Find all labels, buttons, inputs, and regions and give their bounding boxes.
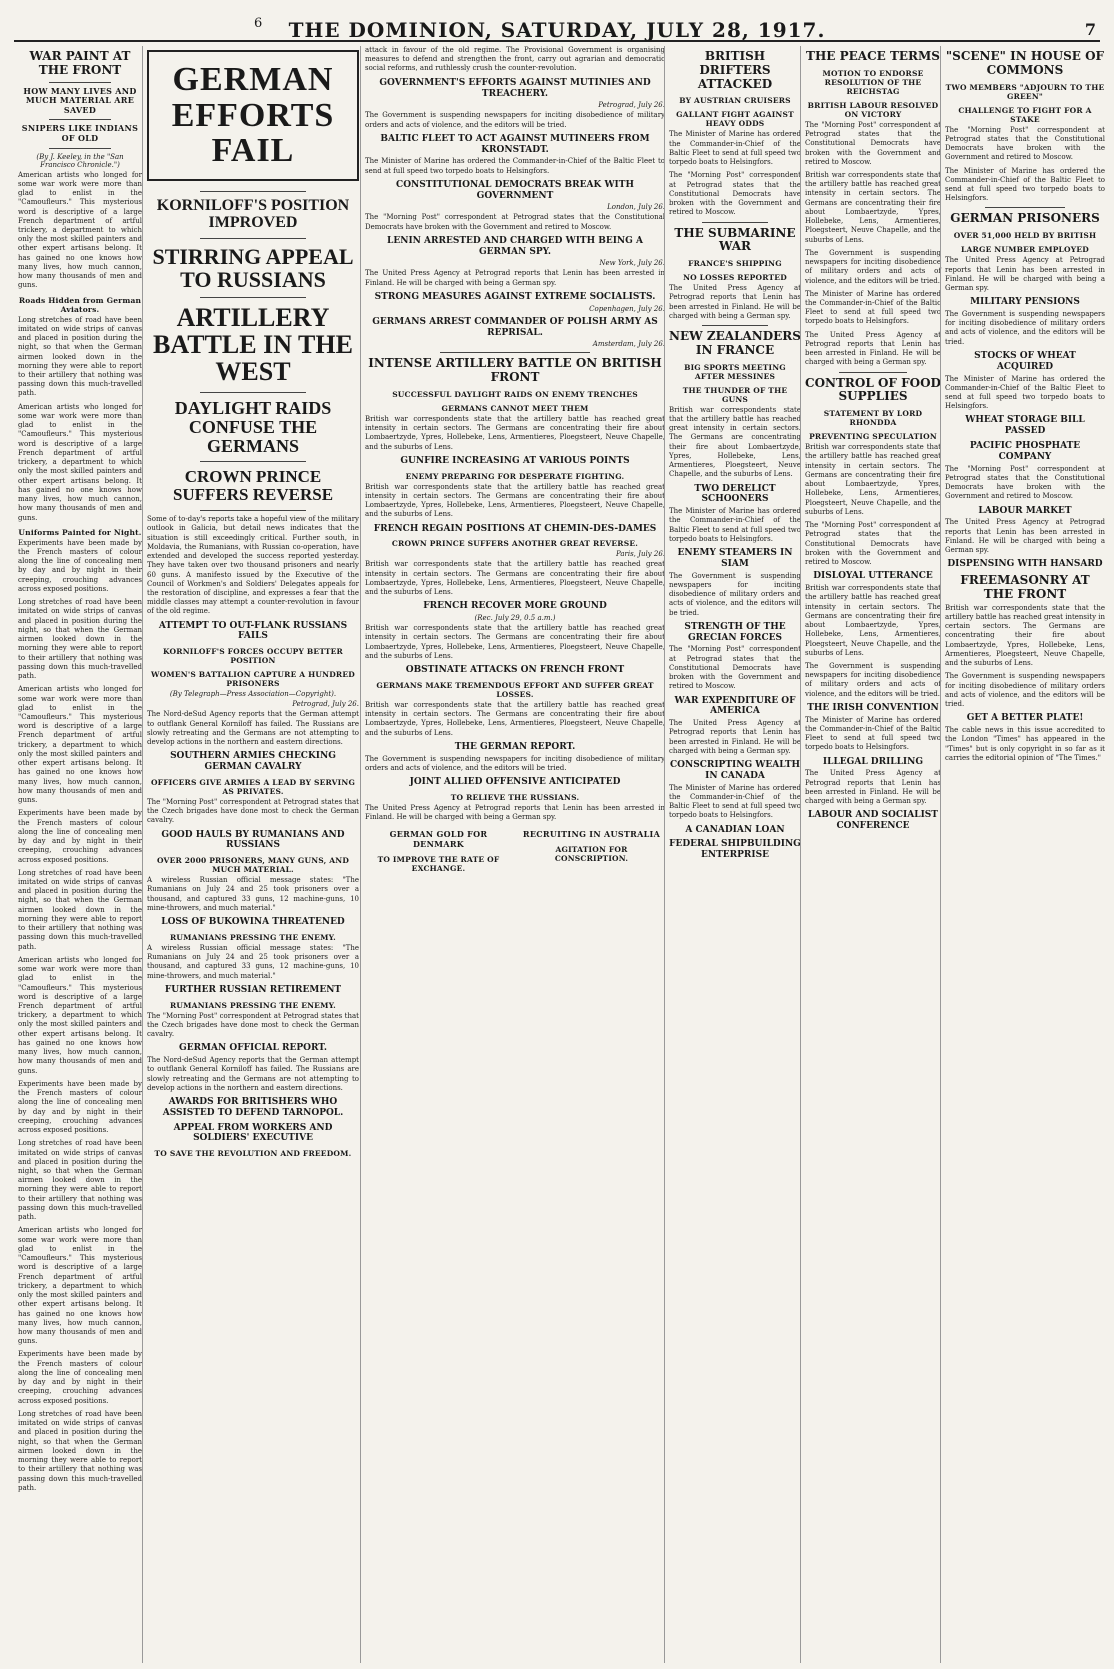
- article-body: The Minister of Marine has ordered the Commander-in-Chief of the Baltic Fleet to send at full speed two torpedo boats to Helsingfors.: [669, 130, 801, 167]
- headline-appeal: STIRRING APPEAL TO RUSSIANS: [152, 243, 354, 292]
- headline-gunfire: GUNFIRE INCREASING AT VARIOUS POINTS: [400, 455, 630, 466]
- headline-mutinies: GOVERNMENT'S EFFORTS AGAINST MUTINIES AND TREACHERY.: [379, 77, 651, 99]
- subhead-thunder: THE THUNDER OF THE GUNS: [682, 385, 788, 404]
- page-number: 7: [1084, 20, 1096, 39]
- headline-outflank: ATTEMPT TO OUT-FLANK RUSSIANS FAILS: [158, 620, 348, 642]
- lead-paragraph: Some of to-day's reports take a hopeful view of the military outlook in Galicia, but detail news indicates that the situation is still exceedingly critical. Further south, in Moldavia, the Rumanians, with Russian co-operation, have extended and developed the success reported yesterday. They have taken over two thousand prisoners and nearly 60 guns. A manifesto issued by the Executive of the Council of Workmen's and Soldiers' Delegates appeals for the restoration of discipline, and expresses a fear that the middle classes may attempt a counter-revolution in favour of the old regime.: [147, 515, 359, 616]
- article-body: The Nord-deSud Agency reports that the German attempt to outflank General Korniloff has failed. The Russians are slowly retreating and the Germans are not attempting to develop actions in the northern and eastern directions.: [147, 710, 359, 746]
- headline-nz-france: NEW ZEALANDERS IN FRANCE: [669, 329, 801, 357]
- headline-polish: GERMANS ARREST COMMANDER OF POLISH ARMY AS REPRISAL.: [372, 316, 658, 338]
- headline-awards: AWARDS FOR BRITISHERS WHO ASSISTED TO DEFEND TARNOPOL.: [162, 1097, 344, 1118]
- headline-constitutional: CONSTITUTIONAL DEMOCRATS BREAK WITH GOVERNMENT: [396, 179, 634, 201]
- article-body: The "Morning Post" correspondent at Petrograd states that the Constitutional Democrats have broken with the Government and retired to Moscow.: [945, 125, 1105, 162]
- headline-wheat: STOCKS OF WHEAT ACQUIRED: [974, 350, 1076, 372]
- headline-bukowina: LOSS OF BUKOWINA THREATENED: [161, 917, 345, 928]
- article-body: American artists who longed for some war work were more than glad to enlist in the "Camoufleurs." This mysterious word is descriptive of a large French department of artful trickery, a department to which only the most skilled painters and other expert artisans belong. It has gained no one knows how many lives, how much cannon, how many thousands of men and guns.: [18, 1226, 142, 1346]
- article-body: The United Press Agency at Petrograd reports that Lenin has been arrested in Finland. He will be charged with being a German spy.: [805, 769, 941, 806]
- headline-baltic: BALTIC FLEET TO ACT AGAINST MUTINEERS FROM KRONSTADT.: [380, 133, 650, 155]
- gold-story: [365, 826, 512, 874]
- divider: [200, 510, 306, 511]
- headline-war-paint: WAR PAINT AT THE FRONT: [29, 49, 131, 77]
- headline-recover: FRENCH RECOVER MORE GROUND: [423, 601, 607, 612]
- column-3: [360, 46, 669, 1663]
- headline-peace: THE PEACE TERMS: [806, 49, 940, 63]
- subhead-snipers: SNIPERS LIKE INDIANS OF OLD: [21, 123, 139, 143]
- article-body: British war correspondents state that the artillery battle has reached great intensity in certain sectors. The Germans are concentrating their fire about Lombaertzyde, Ypres, Hollebeke, Lens, Armentieres, Ploegsteert, Neuve Chapelle, and the suburbs of Lens.: [805, 584, 941, 657]
- article-body: Long stretches of road have been imitated on wide strips of canvas and placed in position during the night, so that when the German airmen looked down in the morning they were able to report to their artillery that nothing was passing down this much-travelled path.: [18, 315, 142, 398]
- article-body: The United Press Agency at Petrograd reports that Lenin has been arrested in Finland. He will be charged with being a German spy.: [365, 803, 665, 822]
- headline-socialists: STRONG MEASURES AGAINST EXTREME SOCIALISTS.: [374, 291, 656, 302]
- article-body: American artists who longed for some war work were more than glad to enlist in the "Camoufleurs." This mysterious word is descriptive of a large French department of artful trickery, a department to which only the most skilled painters and other expert artisans belong. It has gained no one knows how many lives, how much cannon, how many thousands of men and guns.: [18, 955, 142, 1075]
- subhead-appeal: TO SAVE THE REVOLUTION AND FREEDOM.: [154, 1149, 352, 1159]
- article-body: The Minister of Marine has ordered the Commander-in-Chief of the Baltic Fleet to send at full speed two torpedo boats to Helsingfors.: [945, 374, 1105, 411]
- article-body: The Minister of Marine has ordered the Commander-in-Chief of the Baltic Fleet to send at full speed two torpedo boats to Helsingfors.: [365, 157, 665, 175]
- column-5: [800, 46, 945, 1663]
- headline-freemasonry: FREEMASONRY AT THE FRONT: [960, 573, 1090, 601]
- article-body: British war correspondents state that the artillery battle has reached great intensity in certain sectors. The Germans are concentrating their fire about Lombaertzyde, Ypres, Hollebeke, Lens, Armentieres, Ploegsteert, Neuve Chapelle, and the suburbs of Lens.: [365, 482, 665, 519]
- headline-box: [147, 50, 359, 181]
- article-body: The United Press Agency at Petrograd reports that Lenin has been arrested in Finland. He will be charged with being a German spy.: [669, 284, 801, 320]
- headline-intense-artillery: INTENSE ARTILLERY BATTLE ON BRITISH FRONT: [368, 356, 662, 385]
- subhead-bukowina: RUMANIANS PRESSING THE ENEMY.: [170, 932, 336, 942]
- divider: [200, 191, 306, 192]
- headline-lenin: LENIN ARRESTED AND CHARGED WITH BEING A GERMAN SPY.: [387, 235, 643, 257]
- headline-retirement: FURTHER RUSSIAN RETIREMENT: [164, 984, 342, 995]
- article-body: British war correspondents state that the artillery battle has reached great intensity in certain sectors. The Germans are concentrating their fire about Lombaertzyde, Ypres, Hollebeke, Lens, Armentieres, Ploegsteert, Neuve Chapelle, and the suburbs of Lens.: [365, 414, 665, 451]
- column-6: [940, 46, 1109, 1663]
- subhead-noloss: NO LOSSES REPORTED: [683, 273, 787, 283]
- article-body: American artists who longed for some war work were more than glad to enlist in the "Camoufleurs." This mysterious word is descriptive of a large French department of artful trickery, a department to which only the most skilled painters and other expert artisans belong. It has gained no one knows how many lives, how much cannon, how many thousands of men and guns.: [18, 170, 142, 290]
- headline-hauls: GOOD HAULS BY RUMANIANS AND RUSSIANS: [161, 829, 345, 851]
- headline-labour-conference: LABOUR AND SOCIALIST CONFERENCE: [808, 810, 938, 832]
- subhead-cannot: GERMANS CANNOT MEET THEM: [441, 403, 589, 413]
- article-body: The Minister of Marine has ordered the Commander-in-Chief of the Baltic Fleet to send at full speed two torpedo boats to Helsingfors.: [805, 715, 941, 752]
- subhead-gallant: GALLANT FIGHT AGAINST HEAVY ODDS: [676, 110, 794, 129]
- subhead-employed: LARGE NUMBER EMPLOYED: [961, 245, 1089, 255]
- article-body: The Government is suspending newspapers for inciting disobedience of military orders and acts of violence, and the editors will be tried.: [945, 310, 1105, 346]
- headline-grecian: STRENGTH OF THE GRECIAN FORCES: [684, 621, 786, 643]
- divider: [200, 238, 306, 239]
- headline-food: CONTROL OF FOOD SUPPLIES: [805, 375, 941, 404]
- headline-pensions: MILITARY PENSIONS: [970, 297, 1080, 308]
- subhead-nz-sports: BIG SPORTS MEETING AFTER MESSINES: [684, 362, 786, 381]
- subhead-outflank: KORNILOFF'S FORCES OCCUPY BETTER POSITION: [163, 647, 343, 666]
- article-body: The "Morning Post" correspondent at Petrograd states that the Constitutional Democrats have broken with the Government and retired to Moscow.: [805, 521, 941, 567]
- article-body: The Government is suspending newspapers for inciting disobedience of military orders and acts of violence, and the editors will be tried.: [805, 248, 941, 285]
- headline-main: GERMAN EFFORTS FAIL: [171, 61, 335, 170]
- subhead-raids: SUCCESSFUL DAYLIGHT RAIDS ON ENEMY TRENCHES: [392, 389, 638, 399]
- headline-expenditure: WAR EXPENDITURE OF AMERICA: [674, 695, 796, 717]
- headline-gold: GERMAN GOLD FOR DENMARK: [389, 829, 488, 849]
- article-body: The Government is suspending newspapers for inciting disobedience of military orders and acts of violence, and the editors will be tried.: [365, 111, 665, 129]
- dateline: Petrograd, July 26.: [292, 700, 359, 709]
- subhead-lives: HOW MANY LIVES AND MUCH MATERIAL ARE SAVED: [23, 85, 137, 115]
- headline-irish: THE IRISH CONVENTION: [807, 702, 939, 713]
- subhead-gunfire: ENEMY PREPARING FOR DESPERATE FIGHTING.: [405, 471, 625, 481]
- masthead: [14, 6, 1100, 42]
- headline-labour-market: LABOUR MARKET: [978, 505, 1072, 516]
- divider: [200, 461, 306, 462]
- article-body: Long stretches of road have been imitated on wide strips of canvas and placed in position during the night, so that when the German airmen looked down in the morning they were able to report to their artillery that nothing was passing down this much-travelled path.: [18, 868, 142, 951]
- article-body: The United Press Agency at Petrograd reports that Lenin has been arrested in Finland. He will be charged with being a German spy.: [945, 518, 1105, 555]
- article-body: British war correspondents state that the artillery battle has reached great intensity in certain sectors. The Germans are concentrating their fire about Lombaertzyde, Ypres, Hollebeke, Lens, Armentieres, Ploegsteert, Neuve Chapelle, and the suburbs of Lens.: [669, 405, 801, 479]
- headline-korniloff: KORNILOFF'S POSITION IMPROVED: [156, 197, 350, 231]
- divider: [49, 82, 111, 83]
- newspaper-columns: [14, 46, 1106, 1663]
- article-body: A wireless Russian official message states: "The Rumanians on July 24 and 25 took prisoners over a thousand, and captured 33 guns, 12 machine-guns, 10 mine-throwers, and much material.": [147, 943, 359, 980]
- dateline: Paris, July 26.: [615, 550, 665, 559]
- dateline: Petrograd, July 26.: [598, 101, 665, 110]
- subhead-chemin: CROWN PRINCE SUFFERS ANOTHER GREAT REVERSE.: [391, 539, 639, 549]
- divider: [440, 352, 590, 353]
- subhead-uniforms: Uniforms Painted for Night.: [18, 527, 142, 537]
- divider: [702, 325, 768, 326]
- headline-wealth: CONSCRIPTING WEALTH IN CANADA: [669, 760, 801, 781]
- divider: [839, 372, 907, 373]
- headline-wheat-bill: WHEAT STORAGE BILL PASSED: [965, 415, 1085, 437]
- divider: [49, 148, 111, 149]
- dateline: New York, July 26.: [599, 259, 665, 268]
- headline-loan: A CANADIAN LOAN: [685, 824, 785, 835]
- article-body: Long stretches of road have been imitated on wide strips of canvas and placed in position during the night, so that when the German airmen looked down in the morning they were able to report to their artillery that nothing was passing down this much-travelled path.: [18, 598, 142, 681]
- headline-southern: SOUTHERN ARMIES CHECKING GERMAN CAVALRY: [170, 751, 336, 772]
- article-body: The Government is suspending newspapers for inciting disobedience of military orders and acts of violence, and the editors will be tried.: [669, 571, 801, 617]
- headline-shipbuilding: FEDERAL SHIPBUILDING ENTERPRISE: [669, 839, 801, 861]
- article-body: The Minister of Marine has ordered the Commander-in-Chief of the Baltic Fleet to send at full speed two torpedo boats to Helsingfors.: [945, 166, 1105, 203]
- article-body: British war correspondents state that the artillery battle has reached great intensity in certain sectors. The Germans are concentrating their fire about Lombaertzyde, Ypres, Hollebeke, Lens, Armentieres, Ploegsteert, Neuve Chapelle, and the suburbs of Lens.: [365, 700, 665, 737]
- masthead-mark: 6: [254, 16, 263, 31]
- headline-plate: GET A BETTER PLATE!: [966, 713, 1084, 724]
- divider: [49, 119, 111, 120]
- subhead-speculation: PREVENTING SPECULATION: [809, 432, 937, 442]
- article-body: The United Press Agency at Petrograd reports that Lenin has been arrested in Finland. He will be charged with being a German spy.: [669, 719, 801, 755]
- subhead-retirement: RUMANIANS PRESSING THE ENEMY.: [170, 1000, 336, 1010]
- article-body: British war correspondents state that the artillery battle has reached great intensity in certain sectors. The Germans are concentrating their fire about Lombaertzyde, Ypres, Hollebeke, Lens, Armentieres, Ploegsteert, Neuve Chapelle, and the suburbs of Lens.: [805, 170, 941, 244]
- divider: [985, 207, 1065, 208]
- headline-siam: ENEMY STEAMERS IN SIAM: [677, 548, 793, 569]
- headline-german-report: THE GERMAN REPORT.: [454, 741, 576, 752]
- article-body: The Minister of Marine has ordered the Commander-in-Chief of the Baltic Fleet to send at full speed two torpedo boats to Helsingfors.: [669, 507, 801, 543]
- dateline: (Rec. July 29, 0.5 a.m.): [474, 614, 556, 623]
- article-body: The Minister of Marine has ordered the Commander-in-Chief of the Baltic Fleet to send at full speed two torpedo boats to Helsingfors.: [669, 783, 801, 820]
- article-body: The "Morning Post" correspondent at Petrograd states that the Czech brigades have done most to check the German cavalry.: [147, 797, 359, 825]
- headline-crown-prince: CROWN PRINCE SUFFERS REVERSE: [172, 467, 334, 505]
- article-body: The United Press Agency at Petrograd reports that Lenin has been arrested in Finland. He will be charged with being a German spy.: [945, 256, 1105, 292]
- headline-drifters: BRITISH DRIFTERS ATTACKED: [697, 49, 773, 91]
- dateline: Amsterdam, July 26.: [592, 340, 665, 349]
- subhead-gold: TO IMPROVE THE RATE OF EXCHANGE.: [377, 854, 500, 873]
- article-body: Long stretches of road have been imitated on wide strips of canvas and placed in position during the night, so that when the German airmen looked down in the morning they were able to report to their artillery that nothing was passing down this much-travelled path.: [18, 1139, 142, 1222]
- article-body: A wireless Russian official message states: "The Rumanians on July 24 and 25 took prisoners over a thousand, and captured 33 guns, 12 machine-guns, 10 mine-throwers, and much material.": [147, 876, 359, 912]
- headline-appeal-executive: APPEAL FROM WORKERS AND SOLDIERS' EXECUTIVE: [173, 1122, 333, 1144]
- subhead-joint: TO RELIEVE THE RUSSIANS.: [450, 792, 580, 802]
- headline-hansard: DISPENSING WITH HANSARD: [947, 559, 1103, 570]
- headline-obstinate: OBSTINATE ATTACKS ON FRENCH FRONT: [405, 665, 625, 676]
- subhead-recruiting: AGITATION FOR CONSCRIPTION.: [554, 844, 629, 863]
- article-body: The Government is suspending newspapers for inciting disobedience of military orders and acts of violence, and the editors will be tried.: [805, 661, 941, 698]
- article-body: The "Morning Post" correspondent at Petrograd states that the Constitutional Democrats have broken with the Government and retired to Moscow.: [365, 213, 665, 231]
- article-body: American artists who longed for some war work were more than glad to enlist in the "Camoufleurs." This mysterious word is descriptive of a large French department of artful trickery, a department to which only the most skilled painters and other expert artisans belong. It has gained no one knows how many lives, how much cannon, how many thousands of men and guns.: [18, 402, 142, 522]
- article-body: The "Morning Post" correspondent at Petrograd states that the Constitutional Democrats have broken with the Government and retired to Moscow.: [805, 120, 941, 166]
- headline-phosphate: PACIFIC PHOSPHATE COMPANY: [969, 441, 1081, 462]
- dateline: London, July 26.: [607, 203, 665, 212]
- article-body: The Government is suspending newspapers for inciting disobedience of military orders and acts of violence, and the editors will be tried.: [945, 672, 1105, 709]
- article-body: The "Morning Post" correspondent at Petrograd states that the Czech brigades have done most to check the German cavalry.: [147, 1011, 359, 1039]
- article-body: Experiments have been made by the French masters of colour along the line of concealing men by day and by night in their creeping, crouching advances across exposed positions.: [18, 1350, 142, 1405]
- article-body: American artists who longed for some war work were more than glad to enlist in the "Camoufleurs." This mysterious word is descriptive of a large French department of artful trickery, a department to which only the most skilled painters and other expert artisans belong. It has gained no one knows how many lives, how much cannon, how many thousands of men and guns.: [18, 685, 142, 805]
- article-body: The Government is suspending newspapers for inciting disobedience of military orders and acts of violence, and the editors will be tried.: [365, 754, 665, 772]
- subhead-hauls: OVER 2000 PRISONERS, MANY GUNS, AND MUCH MATERIAL.: [156, 856, 350, 875]
- footer-note: The cable news in this issue accredited to the London "Times" has appeared in the "Times" but is only copyright in so far as it carries the editorial opinion of "The Times.": [945, 726, 1105, 762]
- subhead-scene: TWO MEMBERS "ADJOURN TO THE GREEN": [945, 82, 1105, 101]
- headline-recruiting: RECRUITING IN AUSTRALIA: [522, 829, 661, 840]
- subhead-obstinate: GERMANS MAKE TREMENDOUS EFFORT AND SUFFER GREAT LOSSES.: [376, 680, 654, 699]
- divider: [702, 222, 768, 223]
- subhead-officers: OFFICERS GIVE ARMIES A LEAD BY SERVING AS PRIVATES.: [150, 777, 356, 796]
- article-body: The "Morning Post" correspondent at Petrograd states that the Constitutional Democrats have broken with the Government and retired to Moscow.: [669, 171, 801, 217]
- headline-joint: JOINT ALLIED OFFENSIVE ANTICIPATED: [409, 777, 621, 788]
- article-body: The "Morning Post" correspondent at Petrograd states that the Constitutional Democrats have broken with the Government and retired to Moscow.: [669, 645, 801, 691]
- headline-daylight: DAYLIGHT RAIDS CONFUSE THE GERMANS: [174, 397, 332, 456]
- article-body: British war correspondents state that the artillery battle has reached great intensity in certain sectors. The Germans are concentrating their fire about Lombaertzyde, Ypres, Hollebeke, Lens, Armentieres, Ploegsteert, Neuve Chapelle, and the suburbs of Lens.: [805, 443, 941, 516]
- headline-prisoners: GERMAN PRISONERS: [950, 211, 1100, 226]
- headline-drilling: ILLEGAL DRILLING: [822, 756, 924, 767]
- subhead-womens: WOMEN'S BATTALION CAPTURE A HUNDRED PRISONERS: [151, 670, 355, 689]
- subhead-food: STATEMENT BY LORD RHONDDA: [823, 409, 923, 428]
- masthead-title: THE DOMINION, SATURDAY, JULY 28, 1917.: [288, 18, 826, 42]
- article-body: The United Press Agency at Petrograd reports that Lenin has been arrested in Finland. He will be charged with being a German spy.: [805, 330, 941, 367]
- divider: [200, 297, 306, 298]
- column-1: [14, 46, 146, 1663]
- article-body: British war correspondents state that the artillery battle has reached great intensity in certain sectors. The Germans are concentrating their fire about Lombaertzyde, Ypres, Hollebeke, Lens, Armentieres, Ploegsteert, Neuve Chapelle, and the suburbs of Lens.: [365, 624, 665, 660]
- subhead-sub: FRANCE'S SHIPPING: [688, 259, 782, 269]
- headline-scene: "SCENE" IN HOUSE OF COMMONS: [945, 49, 1105, 77]
- article-body: attack in favour of the old regime. The Provisional Government is organising measures to defend and strengthen the front, carry out agrarian and democratic social reforms, and ruthlessly crush the counter-revolution.: [365, 46, 665, 73]
- subhead-prisoners: OVER 51,000 HELD BY BRITISH: [953, 231, 1097, 241]
- headline-schooners: TWO DERELICT SCHOONERS: [694, 483, 776, 505]
- column-4: [664, 46, 805, 1663]
- subhead-roads: Roads Hidden from German Aviators.: [18, 295, 142, 314]
- article-body: The Minister of Marine has ordered the Commander-in-Chief of the Baltic Fleet to send at full speed two torpedo boats to Helsingfors.: [805, 289, 941, 326]
- column-2: [142, 46, 363, 1663]
- article-body: British war correspondents state that the artillery battle has reached great intensity in certain sectors. The Germans are concentrating their fire about Lombaertzyde, Ypres, Hollebeke, Lens, Armentieres, Ploegsteert, Neuve Chapelle, and the suburbs of Lens.: [365, 560, 665, 597]
- dateline: Copenhagen, July 26.: [589, 304, 665, 313]
- article-body: Long stretches of road have been imitated on wide strips of canvas and placed in position during the night, so that when the German airmen looked down in the morning they were able to report to their artillery that nothing was passing down this much-travelled path.: [18, 1409, 142, 1492]
- headline-chemin: FRENCH REGAIN POSITIONS AT CHEMIN-DES-DAMES: [373, 523, 657, 534]
- subhead-motion: MOTION TO ENDORSE RESOLUTION OF THE REICHSTAG: [822, 68, 924, 96]
- headline-submarine: THE SUBMARINE WAR: [674, 225, 796, 254]
- headline-artillery: ARTILLERY BATTLE IN THE WEST: [153, 302, 353, 387]
- article-body: The United Press Agency at Petrograd reports that Lenin has been arrested in Finland. He will be charged with being a German spy.: [365, 269, 665, 287]
- subhead-labour: BRITISH LABOUR RESOLVED ON VICTORY: [807, 100, 939, 119]
- divider: [200, 392, 306, 393]
- article-body: The Nord-deSud Agency reports that the German attempt to outflank General Korniloff has failed. The Russians are slowly retreating and the Germans are not attempting to develop actions in the northern and eastern directions.: [147, 1056, 359, 1092]
- bottom-split: [365, 826, 665, 874]
- article-body: Experiments have been made by the French masters of colour along the line of concealing men by day and by night in their creeping, crouching advances across exposed positions.: [18, 1079, 142, 1135]
- copyright-line: (By Telegraph—Press Association—Copyright).: [169, 690, 337, 699]
- subhead-challenge: CHALLENGE TO FIGHT FOR A STAKE: [958, 105, 1092, 124]
- recruiting-story: [518, 826, 665, 874]
- byline: (By J. Keeley, in the "San Francisco Chronicle."): [36, 152, 124, 169]
- article-body: The "Morning Post" correspondent at Petrograd states that the Constitutional Democrats have broken with the Government and retired to Moscow.: [945, 464, 1105, 501]
- article-body: Experiments have been made by the French masters of colour along the line of concealing men by day and by night in their creeping, crouching advances across exposed positions.: [18, 538, 142, 593]
- article-body: Experiments have been made by the French masters of colour along the line of concealing men by day and by night in their creeping, crouching advances across exposed positions.: [18, 809, 142, 864]
- article-body: British war correspondents state that the artillery battle has reached great intensity in certain sectors. The Germans are concentrating their fire about Lombaertzyde, Ypres, Hollebeke, Lens, Armentieres, Ploegsteert, Neuve Chapelle, and the suburbs of Lens.: [945, 603, 1106, 668]
- subhead-drifters: BY AUSTRIAN CRUISERS: [679, 96, 791, 106]
- headline-german-official: GERMAN OFFICIAL REPORT.: [179, 1043, 327, 1054]
- headline-disloyal: DISLOYAL UTTERANCE: [813, 571, 933, 582]
